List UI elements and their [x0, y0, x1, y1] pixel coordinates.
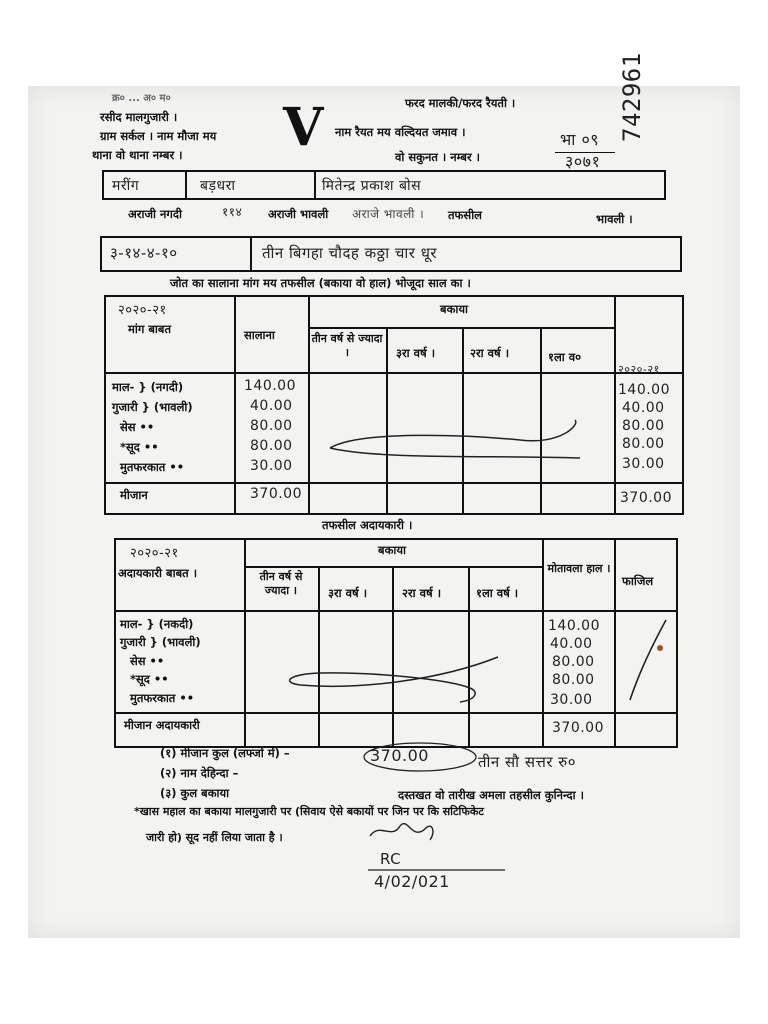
- t2-row-label: गुजारी } (भावली): [120, 635, 201, 649]
- t1-salana-value: 80.00: [250, 438, 293, 454]
- handwritten-corner-1: भा ०९: [560, 130, 600, 149]
- t1-row-label: सेस ••: [120, 420, 155, 434]
- footer-mizan-kul: (१) मीजान कुल (लफ्जों में) –: [160, 746, 290, 760]
- t2-mizan-hal: 370.00: [552, 720, 604, 736]
- arazi-bhaoli-value: अराजे भावली ।: [352, 207, 425, 221]
- t2-col-motabla: मोतावला हाल ।: [547, 562, 611, 575]
- t1-col-3ra: ३रा वर्ष ।: [396, 346, 436, 360]
- gram-label: ग्राम सर्कल । नाम मौजा मय: [100, 129, 217, 143]
- t1-mizan-salana: 370.00: [250, 486, 302, 502]
- tafsil-adaykari-label: तफसील अदायकारी ।: [322, 518, 413, 532]
- row1-owner: मितेन्द्र प्रकाश बोस: [322, 178, 422, 194]
- t1-row-label: मुतफरकात ••: [120, 460, 185, 474]
- handwritten-corner-2: ३०७१: [565, 152, 601, 171]
- row2-area-words: तीन बिगहा चौदह कठ्ठा चार धूर: [262, 244, 438, 262]
- signature-initials: RC: [380, 850, 402, 868]
- footer-note-2: जारी हो) सूद नहीं लिया जाता है ।: [146, 831, 283, 844]
- arazi-bhaoli-label: अराजी भावली: [268, 207, 329, 221]
- t1-last-year: २०२०-२१: [618, 363, 660, 376]
- t2-hal-value: 80.00: [552, 654, 595, 670]
- t1-salana-value: 140.00: [244, 378, 296, 394]
- sakunat-label: वो सकुनत । नम्बर ।: [395, 150, 481, 164]
- footer-note-1: *खास महाल का बकाया मालगुजारी पर (सिवाय ऐसे बकायों पर जिन पर कि सटिफिकेट: [134, 805, 484, 818]
- row2-area: ३-१४-४-१०: [110, 244, 178, 262]
- t1-last-value: 80.00: [622, 418, 665, 434]
- t1-salana-value: 80.00: [250, 418, 293, 434]
- tafsil-label: तफसील: [448, 208, 482, 222]
- t2-hal-value: 40.00: [550, 636, 593, 652]
- farad-label: फरद मालकी/फरद रैयती ।: [405, 96, 516, 110]
- arazi-nagdi-value: ११४: [222, 205, 243, 219]
- v-logo: V: [283, 97, 324, 158]
- t2-year: २०२०-२१: [130, 546, 179, 561]
- t1-col-2ra: २रा वर्ष ।: [470, 346, 510, 360]
- naam-raiyat-label: नाम रैयत मय वल्दियत जमाव ।: [335, 125, 466, 139]
- t1-last-value: 30.00: [622, 456, 665, 472]
- t1-year: २०२०-२१: [118, 303, 167, 318]
- t2-hal-value: 140.00: [548, 618, 600, 634]
- thana-label: थाना वो थाना नम्बर ।: [92, 148, 183, 162]
- arazi-nagdi-label: अराजी नगदी: [128, 207, 182, 221]
- row1-circle: मरींग: [112, 178, 140, 194]
- t1-col-mang: मांग बाबत: [128, 322, 171, 336]
- t2-col-2ra: २रा वर्ष ।: [402, 586, 442, 600]
- t1-last-value: 80.00: [622, 436, 665, 452]
- t1-mizan-label: मीजान: [120, 488, 148, 502]
- t1-salana-value: 40.00: [250, 398, 293, 414]
- t1-salana-value: 30.00: [250, 458, 293, 474]
- t1-row-label: गुजारी } (भावली): [112, 400, 193, 414]
- t2-hal-value: 80.00: [552, 672, 595, 688]
- t1-last-value: 40.00: [622, 400, 665, 416]
- t2-col-3ra: ३रा वर्ष ।: [328, 586, 368, 600]
- t2-row-label: मुतफरकात ••: [130, 691, 195, 705]
- footer-naam: (२) नाम देहिन्दा –: [160, 766, 239, 780]
- row1-village: बड़धरा: [200, 178, 236, 194]
- footer-mizan-value: 370.00: [370, 746, 429, 765]
- top-cut-text: क्र० ... अ० म०: [112, 93, 171, 104]
- footer-dastakhat: दस्तखत वो तारीख अमला तहसील कुनिन्दा ।: [398, 788, 584, 802]
- t1-col-salana: सालाना: [244, 328, 275, 342]
- footer-mizan-words: तीन सौ सत्तर रु०: [478, 753, 576, 771]
- t2-mizan-label: मीजान अदायकारी: [124, 718, 200, 732]
- t1-last-value: 140.00: [618, 382, 670, 398]
- footer-kul-bakaya: (३) कुल बकाया: [160, 786, 230, 800]
- t1-mizan-last: 370.00: [620, 490, 672, 506]
- t2-row-label: सेस ••: [130, 654, 165, 668]
- rasid-label: रसीद मालगुजारी ।: [100, 110, 178, 124]
- t2-row-label: माल- } (नकदी): [120, 617, 194, 631]
- jot-line: जोत का सालाना मांग मय तफसील (बकाया वो हाल) भोजूदा साल का ।: [170, 276, 471, 290]
- signature-date: 4/02/021: [374, 872, 450, 891]
- t1-row-label: *सूद ••: [120, 440, 159, 454]
- t2-col-1la: १ला वर्ष ।: [476, 586, 519, 600]
- t1-row-label: माल- } (नगदी): [112, 380, 184, 394]
- t2-col-teen: तीन वर्ष से ज्यादा ।: [259, 570, 303, 597]
- t2-col-bakaya: बकाया: [378, 543, 407, 557]
- t1-col-teen: तीन वर्ष से ज्यादा ।: [311, 332, 383, 359]
- t2-row-label: *सूद ••: [130, 672, 169, 686]
- t2-col-fazil: फाजिल: [622, 574, 654, 588]
- t1-col-1la: १ला व०: [548, 350, 582, 364]
- bhaoli-end-label: भावली ।: [596, 212, 633, 226]
- t1-col-bakaya: बकाया: [440, 302, 469, 316]
- t2-col-adaykari: अदायकारी बाबत ।: [118, 566, 198, 580]
- t2-hal-value: 30.00: [550, 692, 593, 708]
- serial-number: 742961: [618, 52, 646, 142]
